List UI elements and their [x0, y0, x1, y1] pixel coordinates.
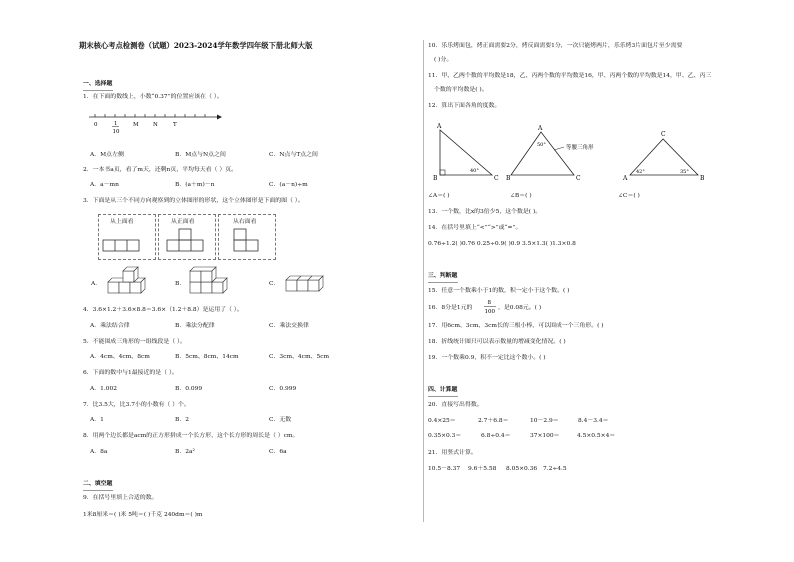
- question-9: 9．在括号里填上合适的数。: [83, 495, 158, 501]
- q20-item-1: 0.4×25＝: [428, 418, 456, 424]
- question-3: 3．下面是从三个不同方向观察到的立体图形的形状，这个立体图形是下面的图（ ）。: [83, 198, 304, 204]
- q1-option-b: B．M点与N点之间: [175, 152, 226, 158]
- triangle-3-angle-a: 42°: [636, 169, 645, 175]
- q3-option-a-cubes: [106, 268, 156, 298]
- section-underline: [83, 490, 113, 491]
- question-4: 4．3.6×1.2＋3.6×8.8＝3.6×（1.2＋8.8）是运用了（ ）。: [83, 307, 243, 313]
- q7-option-b: B．2: [175, 417, 189, 423]
- q5-option-b: B．5cm、8cm、14cm: [175, 354, 239, 360]
- q20-item-4: 8.4－3.4＝: [578, 418, 609, 424]
- question-11: 11．甲、乙两个数的平均数是18，乙、丙两个数的平均数是16，甲、丙两个数的平均数是14，甲、乙、丙三: [428, 73, 712, 79]
- triangle-1: [432, 120, 512, 180]
- q14-comparisons: 0.76÷1.2( )0.76 0.25÷0.9( )0.9 3.5×1.3( )1.3×0.8: [428, 241, 576, 247]
- question-11-cont: 个数的平均数是( )。: [434, 87, 488, 93]
- triangle-2-vertex-b: B: [506, 175, 511, 182]
- numberline-label-0: 0: [94, 122, 98, 128]
- q3-option-b-cubes: [188, 268, 238, 298]
- triangle-2-vertex-a: A: [538, 125, 543, 132]
- q4-option-a: A．乘法结合律: [90, 323, 130, 329]
- question-6: 6．下面的数中与1最接近的是（ ）。: [83, 370, 178, 376]
- q7-option-c: C．无数: [269, 417, 292, 423]
- q6-option-c: C．0.999: [269, 386, 297, 392]
- numberline-label-10: 10: [112, 129, 120, 135]
- view-front-label: 从正面看: [171, 219, 195, 225]
- q20-item-8: 4.5×0.5×4＝: [577, 433, 616, 439]
- q2-option-a: A．a－mn: [90, 182, 119, 188]
- question-13: 13．一个数，比x的3倍少5，这个数是( )。: [428, 209, 542, 215]
- section-underline: [83, 90, 113, 91]
- q20-item-3: 10－2.9＝: [530, 418, 559, 424]
- numberline-label-n: N: [153, 122, 158, 128]
- view-right-label: 从右面看: [233, 219, 257, 225]
- question-14: 14．在括号里填上“<”“>”或“=”。: [428, 225, 522, 231]
- numberline-label-t: T: [173, 122, 177, 128]
- triangle-2-vertex-c: C: [576, 175, 581, 182]
- section-underline: [428, 282, 458, 283]
- q21-item-4: 7.2÷4.5: [543, 466, 567, 472]
- view-right-shape: [234, 229, 264, 253]
- question-10-cont: ( )分。: [434, 57, 453, 63]
- q4-option-c: C．乘法交换律: [269, 323, 309, 329]
- section-calc: 四、计算题: [428, 386, 458, 393]
- q3-option-b: B．: [175, 281, 186, 287]
- angle-c-answer: ∠C＝( ): [618, 193, 640, 199]
- section-judge: 三、判断题: [428, 272, 458, 279]
- question-16-pre: 16．8分是1元的: [428, 305, 473, 311]
- triangle-2: [506, 120, 616, 180]
- q20-item-6: 6.8÷0.4＝: [481, 433, 511, 439]
- question-2: 2．一本书a页，看了m天，还剩n页，平均每天看（ ）页。: [83, 167, 237, 173]
- triangle-3-angle-b: 35°: [680, 169, 689, 175]
- triangle-1-vertex-c: C: [494, 175, 499, 182]
- question-17: 17．用6cm、3cm、3cm长的三根小棒，可以围成一个三角形。( ): [428, 323, 604, 329]
- numberline-label-1: 1: [114, 121, 118, 127]
- q21-item-1: 10.5－8.37: [428, 466, 461, 472]
- question-12: 12．算出下面各角的度数。: [428, 103, 501, 109]
- section-fill: 二、填空题: [83, 480, 113, 487]
- q3-option-c: C．: [269, 281, 280, 287]
- view-top-label: 从上面看: [110, 219, 134, 225]
- q2-option-c: C．(a－n)÷m: [269, 182, 308, 188]
- fraction-denominator: 100: [484, 309, 495, 315]
- q21-item-2: 9.6＋5.58: [468, 466, 497, 472]
- triangle-1-angle: 40°: [470, 168, 479, 174]
- q5-option-c: C．3cm、4cm、5cm: [269, 354, 330, 360]
- numberline-label-m: M: [133, 122, 139, 128]
- q8-option-c: C．6a: [269, 449, 287, 455]
- q8-option-a: A．8a: [90, 449, 108, 455]
- triangle-3: [618, 120, 708, 180]
- question-16-post: ，是0.08元。( ): [498, 305, 542, 311]
- question-7: 7．比3.5大，比3.7小的小数有（ ）个。: [83, 402, 190, 408]
- q20-item-5: 0.35×0.3＝: [428, 433, 462, 439]
- page-title: 期末核心考点检测卷（试题）2023-2024学年数学四年级下册北师大版: [79, 41, 313, 50]
- triangle-2-note: 等腰三角形: [566, 145, 594, 151]
- view-top-shape: [103, 240, 143, 252]
- column-divider: [423, 40, 424, 522]
- angle-a-answer: ∠A＝( ): [428, 193, 450, 199]
- question-5: 5．不能围成三角形的一组线段是（ ）。: [83, 339, 186, 345]
- question-19: 19．一个数乘0.9，积不一定比这个数小。( ): [428, 355, 546, 361]
- q16-fraction: [483, 298, 497, 316]
- q3-option-a: A．: [91, 281, 102, 287]
- question-21: 21．用竖式计算。: [428, 450, 477, 456]
- q2-option-b: B．(a＋m)－n: [175, 182, 215, 188]
- angle-b-answer: ∠B＝( ): [510, 193, 532, 199]
- question-10: 10．乐乐烤面包，烤正面需要2分，烤反面需要1分，一次只能烤两片，乐乐烤3片面包片至少需要: [428, 43, 683, 49]
- q1-option-a: A．M点左侧: [90, 152, 124, 158]
- q3-option-c-cubes: [284, 268, 334, 298]
- question-20: 20．直接写出得数。: [428, 402, 483, 408]
- q20-item-7: 37×100＝: [530, 433, 560, 439]
- view-front-shape: [167, 229, 207, 253]
- q5-option-a: A．4cm、4cm、8cm: [90, 354, 150, 360]
- q6-option-b: B．0.099: [175, 386, 203, 392]
- q1-option-c: C．N点与T点之间: [269, 152, 318, 158]
- triangle-3-vertex-b: B: [700, 175, 705, 182]
- q7-option-a: A．1: [90, 417, 104, 423]
- fraction-numerator: 8: [487, 300, 491, 306]
- q6-option-a: A．1.002: [90, 386, 118, 392]
- triangle-1-vertex-b: B: [433, 175, 438, 182]
- triangle-2-angle: 50°: [537, 142, 546, 148]
- q4-option-b: B．乘法分配律: [175, 323, 215, 329]
- q8-option-b: B．2a²: [175, 449, 195, 455]
- triangle-1-vertex-a: A: [437, 123, 442, 130]
- q20-item-2: 2.7＋6.8＝: [478, 418, 509, 424]
- section-choice: 一、选择题: [83, 80, 113, 87]
- triangle-3-vertex-a: A: [623, 175, 628, 182]
- question-15: 15．任意一个数乘小于1的数，积一定小于这个数。( ): [428, 288, 570, 294]
- question-8: 8．用两个边长都是acm的正方形拼成一个长方形，这个长方形的周长是（ ）cm。: [83, 433, 299, 439]
- question-18: 18．折线统计图只可以表示数量的增减变化情况。( ): [428, 339, 566, 345]
- q9-blanks: 1米8厘米＝( )米 5吨＝( )千克 240dm＝( )m: [83, 512, 203, 518]
- q21-item-3: 8.05×0.36: [506, 466, 538, 472]
- number-line: [85, 105, 225, 135]
- triangle-3-vertex-c: C: [661, 131, 666, 138]
- question-1: 1．在下面的数线上，小数“0.37”的位置应该在（ ）。: [83, 94, 223, 100]
- section-underline: [428, 396, 458, 397]
